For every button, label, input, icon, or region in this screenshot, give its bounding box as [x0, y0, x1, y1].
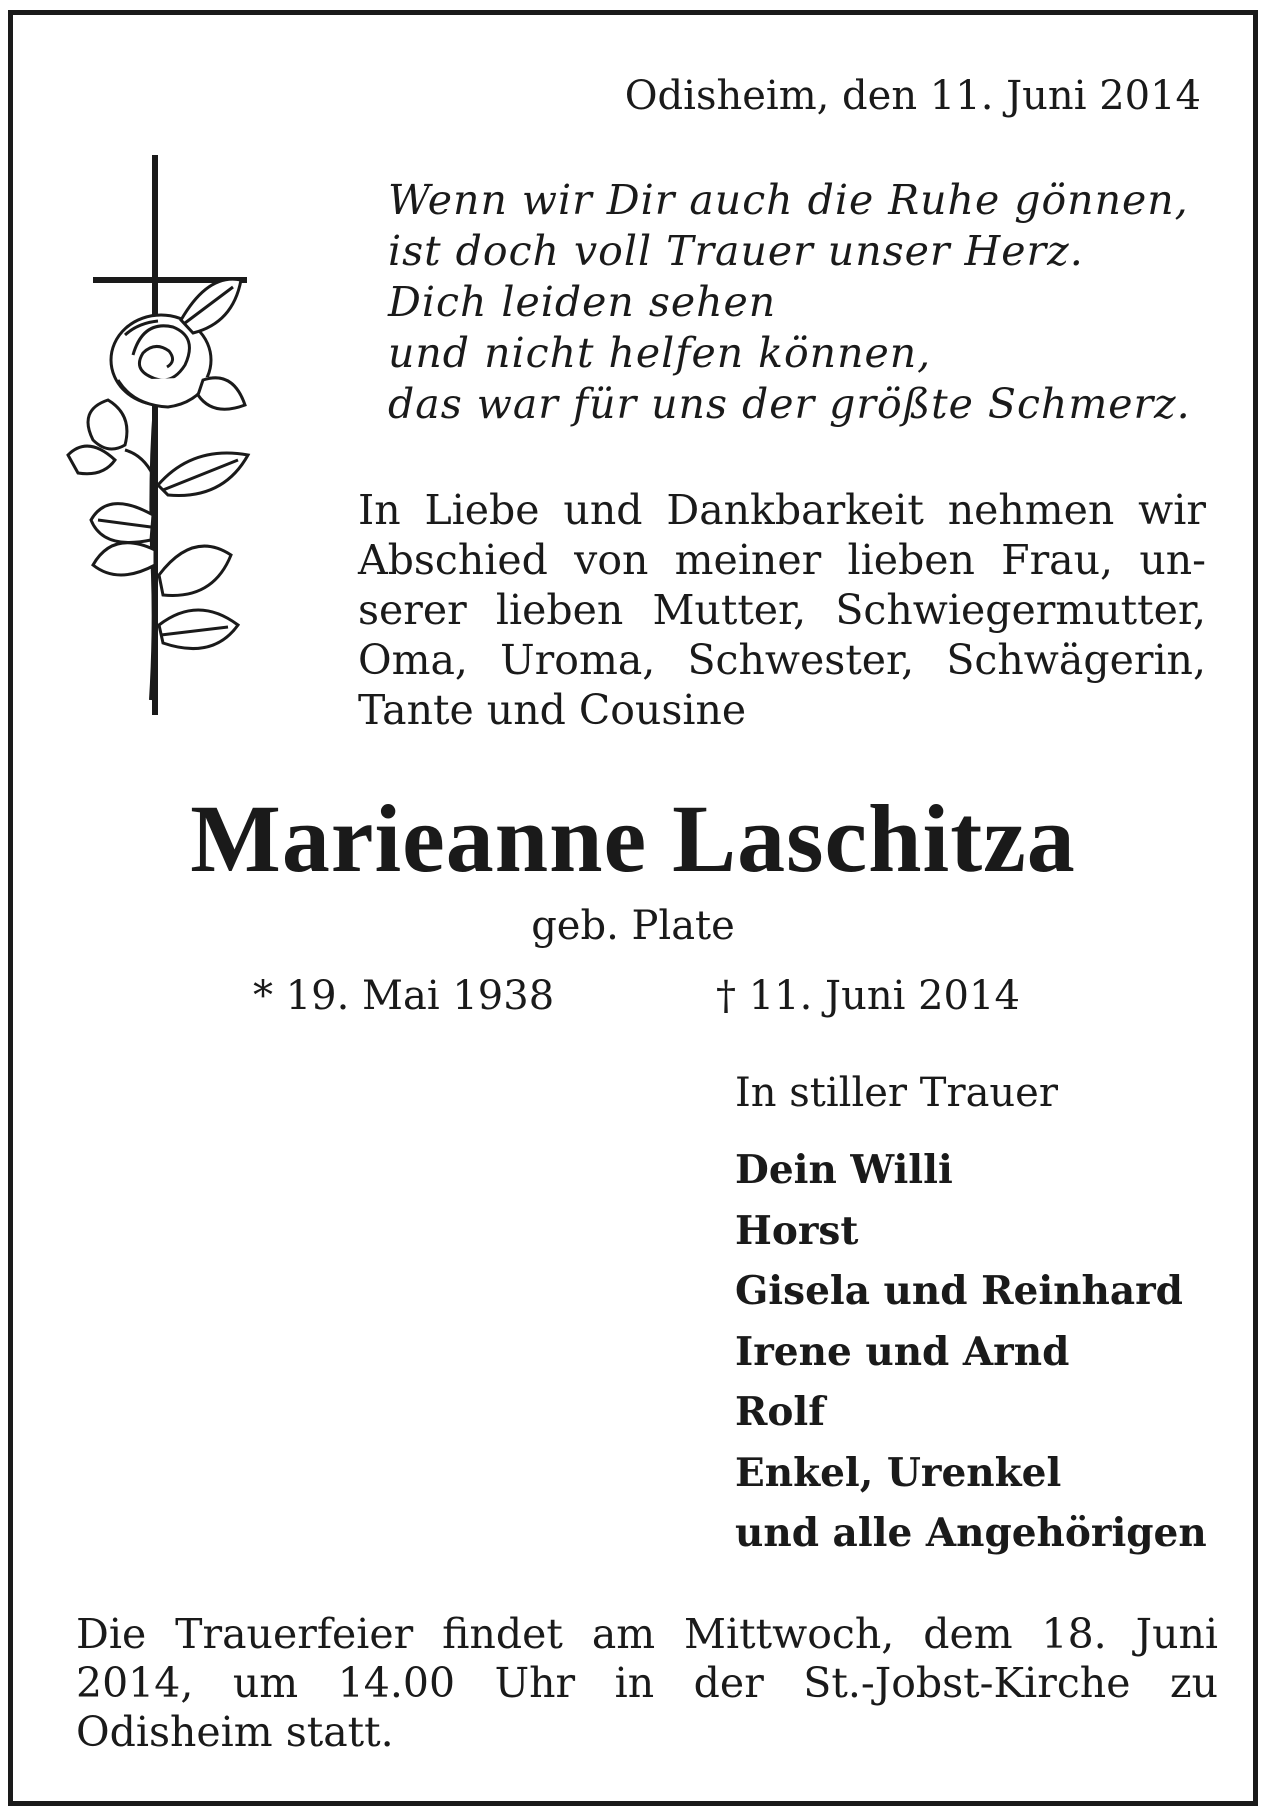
poem-line: ist doch voll Trauer unser Herz. — [388, 227, 1084, 275]
maiden-name: geb. Plate — [531, 903, 735, 949]
mourners-list — [735, 1140, 1207, 1564]
service-line: Die Trauerfeier findet am Mittwoch, dem 18. Juni — [76, 1610, 1218, 1658]
poem-line: Dich leiden sehen — [388, 278, 777, 326]
poem-line: und nicht helfen können, — [388, 329, 932, 377]
farewell-line: Abschied von meiner lieben Frau, un- — [358, 536, 1206, 584]
mourning-label: In stiller Trauer — [735, 1070, 1058, 1116]
farewell-line: Tante und Cousine — [358, 686, 747, 734]
mourner-name: Irene und Arnd — [735, 1328, 1070, 1375]
poem-line: das war für uns der größte Schmerz. — [388, 380, 1191, 428]
mourner-name: Dein Willi — [735, 1147, 953, 1193]
service-line: Odisheim statt. — [76, 1708, 394, 1756]
funeral-service-info — [76, 1610, 1218, 1757]
farewell-line: Oma, Uroma, Schwester, Schwägerin, — [358, 636, 1206, 684]
place-date: Odisheim, den 11. Juni 2014 — [624, 73, 1201, 119]
cross-with-rose-icon — [63, 155, 253, 715]
mourner-name: Horst — [735, 1207, 859, 1254]
mourner-name: Gisela und Reinhard — [735, 1268, 1183, 1314]
obituary-notice — [8, 10, 1258, 1806]
birth-date: * 19. Mai 1938 — [253, 973, 555, 1019]
farewell-line: In Liebe und Dankbarkeit nehmen wir — [358, 486, 1206, 534]
poem-line: Wenn wir Dir auch die Ruhe gönnen, — [388, 176, 1189, 224]
poem-verse — [388, 175, 1191, 430]
farewell-line: serer lieben Mutter, Schwiegermutter, — [358, 586, 1206, 634]
death-date: † 11. Juni 2014 — [716, 973, 1020, 1019]
farewell-text — [358, 485, 1206, 735]
mourner-name: Rolf — [735, 1389, 826, 1435]
deceased-name: Marieanne Laschitza — [190, 785, 1076, 892]
mourner-name: und alle Angehörigen — [735, 1510, 1207, 1556]
mourner-name: Enkel, Urenkel — [735, 1449, 1062, 1496]
service-line: 2014, um 14.00 Uhr in der St.-Jobst-Kirche zu — [76, 1659, 1218, 1707]
